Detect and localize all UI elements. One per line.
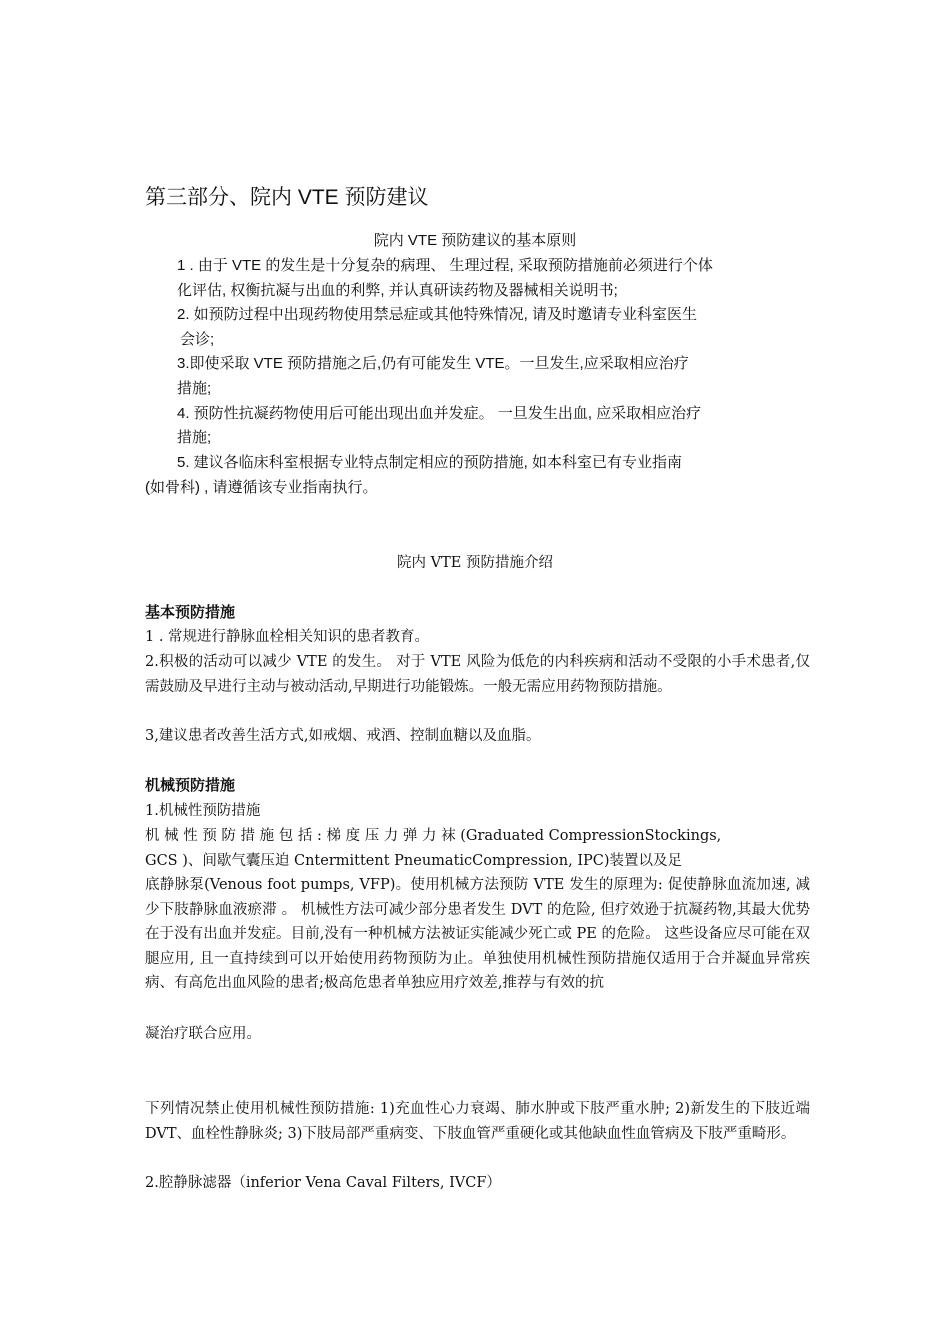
principle-line: 化评估, 权衡抗凝与出血的利弊, 并认真研读药物及器械相关说明书; <box>177 282 618 299</box>
basic-item-1: 1 . 常规进行静脉血栓相关知识的患者教育。 <box>145 629 430 645</box>
principle-line: 5. 建议各临床科室根据专业特点制定相应的预防措施, 如本科室已有专业指南 <box>177 454 683 471</box>
principle-line: 3.即使采取 VTE 预防措施之后,仍有可能发生 VTE。一旦发生,应采取相应治疗 <box>177 355 689 372</box>
basic-item-3: 3,建议患者改善生活方式,如戒烟、戒酒、控制血糖以及血脂。 <box>145 728 541 744</box>
principle-line: 1 . 由于 VTE 的发生是十分复杂的病理、 生理过程, 采取预防措施前必须进行个体 <box>177 257 713 274</box>
principle-line: (如骨科) , 请遵循该专业指南执行。 <box>145 479 378 496</box>
contraindications: 下列情况禁止使用机械性预防措施: 1)充血性心力衰竭、肺水肿或下肢严重水肿; 2)新发生的下肢近端DVT、血栓性静脉炎; 3)下肢局部严重病变、下肢血管严重硬化或其他缺血性血管病及下肢严重畸形。 <box>145 1101 810 1142</box>
basic-measures-title: 基本预防措施 <box>145 604 236 621</box>
mechanical-line-a: 机 械 性 预 防 措 施 包 括 : 梯 度 压 力 弹 力 袜 (Graduated CompressionStockings, <box>145 828 722 844</box>
mechanical-subheading-1: 1.机械性预防措施 <box>145 803 261 819</box>
principle-line: 2. 如预防过程中出现药物使用禁忌症或其他特殊情况, 请及时邀请专业科室医生 <box>177 306 698 323</box>
mechanical-subheading-2: 2.腔静脉滤器（inferior Vena Caval Filters, IVCF） <box>145 1175 501 1191</box>
principle-line: 会诊; <box>180 331 215 348</box>
section-title: 第三部分、院内 VTE 预防建议 <box>145 186 429 209</box>
principles-heading: 院内 VTE 预防建议的基本原则 <box>373 232 577 249</box>
mechanical-body-end: 凝治疗联合应用。 <box>145 1026 261 1042</box>
principle-line: 措施; <box>177 380 212 397</box>
measures-heading: 院内 VTE 预防措施介绍 <box>397 555 553 571</box>
principle-line: 4. 预防性抗凝药物使用后可能出现出血并发症。 一旦发生出血, 应采取相应治疗 <box>177 405 702 422</box>
mechanical-measures-title: 机械预防措施 <box>145 777 236 794</box>
mechanical-body: 底静脉泵(Venous foot pumps, VFP)。使用机械方法预防 VTE 发生的原理为: 促使静脉血流加速, 减少下肢静脉血液瘀滞 。 机械性方法可减少部分患者发生 DVT 的危险, 但疗效逊于抗凝药物,其最大优势在于没有出血并发症。目前,没有一种机械方法被证实能减少死亡或 PE 的危险。 这些设备应尽可能在双腿应用, 且一直持续到可以开始使用药物预防为止。单独使用机械性预防措施仅适用于合并凝血异常疾病、有高危出血风险的患者;极高危患者单独应用疗效差,推荐与有效的抗 <box>145 877 810 992</box>
basic-item-2: 2.积极的活动可以减少 VTE 的发生。 对于 VTE 风险为低危的内科疾病和活动不受限的小手术患者,仅需鼓励及早进行主动与被动活动,早期进行功能锻炼。一般无需应用药物预防措施。 <box>145 654 810 695</box>
mechanical-line-b: GCS )、间歇气囊压迫 Cntermittent PneumaticCompression, IPC)装置以及足 <box>145 853 683 869</box>
principle-line: 措施; <box>177 429 212 446</box>
